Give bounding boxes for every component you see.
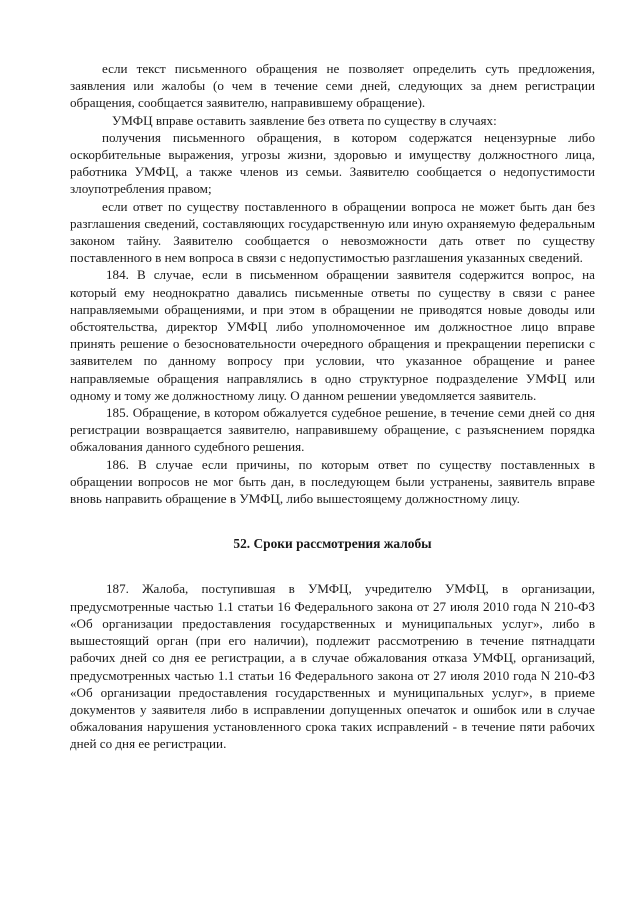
paragraph-leave-without-answer: УМФЦ вправе оставить заявление без ответа по существу в случаях: bbox=[112, 112, 497, 128]
paragraph-184: 184. В случае, если в письменном обращении заявителя содержится вопрос, на который ему неоднократно давались письменные ответы по существу в связи с ранее направляемыми обращениями, и при этом в обращении не приводятся новые доводы или обстоятельства, директор УМФЦ либо уполномоченное им должностное лицо вправе принять решение о безосновательности очередного обращения и прекращении переписки с заявителем по данному вопросу при условии, что указанное обращение и ранее направляемые обращения направлялись в одно структурное подразделение УМФЦ или одному и тому же должностному лицу. О данном решении уведомляется заявитель. bbox=[70, 267, 595, 403]
paragraph-187: 187. Жалоба, поступившая в УМФЦ, учредителю УМФЦ, в организации, предусмотренные частью 1.1 статьи 16 Федерального закона от 27 июля 2010 года N 210-ФЗ «Об организации предоставления государственных и муниципальных услуг», либо в вышестоящий орган (при его наличии), подлежит рассмотрению в течение пятнадцати рабочих дней со дня ее регистрации, а в случае обжалования отказа УМФЦ, организаций, предусмотренных частью 1.1 статьи 16 Федерального закона от 27 июля 2010 года N 210-ФЗ «Об организации предоставления государственных и муниципальных услуг», в приеме документов у заявителя либо в исправлении допущенных опечаток и ошибок или в случае обжалования нарушения установленного срока таких исправлений - в течение пяти рабочих дней со дня ее регистрации. bbox=[70, 581, 595, 752]
section-heading: 52. Сроки рассмотрения жалобы bbox=[233, 536, 432, 552]
paragraph-obscene-appeal: получения письменного обращения, в котором содержатся нецензурные либо оскорбительные выражения, угрозы жизни, здоровью и имуществу должностного лица, работника УМФЦ, а также членов из семьи. Заявителю сообщается о недопустимости злоупотребления правом; bbox=[70, 129, 595, 197]
paragraph-186: 186. В случае если причины, по которым ответ по существу поставленных в обращении вопросов не мог быть дан, в последующем были устранены, заявитель вправе вновь направить обращение в УМФЦ, либо вышестоящему должностному лицу. bbox=[70, 456, 595, 507]
paragraph-unclear-appeal: если текст письменного обращения не позволяет определить суть предложения, заявления или жалобы (о чем в течение семи дней, следующих за днем регистрации обращения, сообщается заявителю, направившему обращение). bbox=[70, 61, 595, 111]
paragraph-185: 185. Обращение, в котором обжалуется судебное решение, в течение семи дней со дня регистрации возвращается заявителю, направившему обращение, с разъяснением порядка обжалования данного судебного решения. bbox=[70, 405, 595, 455]
paragraph-secret-information: если ответ по существу поставленного в обращении вопроса не может быть дан без разглашения сведений, составляющих государственную или иную охраняемую федеральным законом тайну. Заявителю сообщается о невозможности дать ответ по существу поставленного в нем вопроса в связи с недопустимостью разглашения указанных сведений. bbox=[70, 198, 595, 266]
